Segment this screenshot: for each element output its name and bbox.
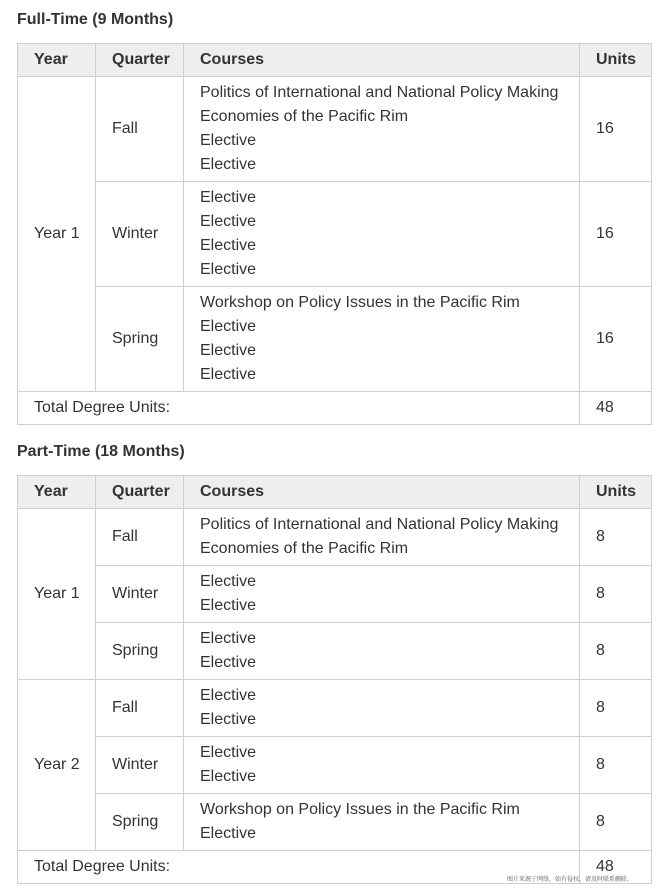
course-item: Elective bbox=[200, 597, 257, 614]
units-cell: 8 bbox=[580, 623, 652, 680]
course-item: Elective bbox=[200, 342, 257, 359]
total-label: Total Degree Units: bbox=[18, 851, 580, 884]
full-time-table bbox=[17, 43, 652, 425]
course-item: Elective bbox=[200, 156, 257, 173]
table-row bbox=[18, 623, 652, 680]
course-item: Workshop on Policy Issues in the Pacific Rim bbox=[200, 294, 520, 311]
header-courses: Courses bbox=[184, 476, 580, 509]
table-row bbox=[18, 182, 652, 287]
table-row bbox=[18, 287, 652, 392]
course-item: Elective bbox=[200, 213, 257, 230]
units-cell: 8 bbox=[580, 566, 652, 623]
units-cell: 8 bbox=[580, 794, 652, 851]
table-row bbox=[18, 680, 652, 737]
course-item: Elective bbox=[200, 261, 257, 278]
total-units: 48 bbox=[580, 392, 652, 425]
quarter-cell: Spring bbox=[96, 794, 184, 851]
header-units: Units bbox=[580, 476, 652, 509]
quarter-cell: Fall bbox=[96, 680, 184, 737]
quarter-cell: Spring bbox=[96, 623, 184, 680]
year-cell: Year 2 bbox=[18, 680, 96, 851]
quarter-cell: Fall bbox=[96, 77, 184, 182]
table-row bbox=[18, 794, 652, 851]
units-cell: 16 bbox=[580, 77, 652, 182]
course-item: Elective bbox=[200, 366, 257, 383]
course-item: Elective bbox=[200, 318, 257, 335]
course-item: Elective bbox=[200, 630, 257, 647]
total-row bbox=[18, 392, 652, 425]
units-cell: 16 bbox=[580, 287, 652, 392]
courses-cell bbox=[184, 680, 580, 737]
course-item: Elective bbox=[200, 687, 257, 704]
course-item: Elective bbox=[200, 132, 257, 149]
courses-cell bbox=[184, 77, 580, 182]
course-item: Elective bbox=[200, 237, 257, 254]
course-item: Politics of International and National Policy Making bbox=[200, 516, 559, 533]
units-cell: 16 bbox=[580, 182, 652, 287]
quarter-cell: Spring bbox=[96, 287, 184, 392]
full-time-title: Full-Time (9 Months) bbox=[17, 11, 174, 28]
header-year: Year bbox=[18, 44, 96, 77]
part-time-table bbox=[17, 475, 652, 884]
courses-cell bbox=[184, 509, 580, 566]
part-time-title: Part-Time (18 Months) bbox=[17, 443, 185, 460]
header-units: Units bbox=[580, 44, 652, 77]
header-year: Year bbox=[18, 476, 96, 509]
total-units: 48 bbox=[580, 851, 652, 884]
total-label: Total Degree Units: bbox=[18, 392, 580, 425]
courses-cell bbox=[184, 566, 580, 623]
header-courses: Courses bbox=[184, 44, 580, 77]
year-cell: Year 1 bbox=[18, 509, 96, 680]
quarter-cell: Winter bbox=[96, 182, 184, 287]
course-item: Workshop on Policy Issues in the Pacific Rim bbox=[200, 801, 520, 818]
units-cell: 8 bbox=[580, 509, 652, 566]
course-item: Elective bbox=[200, 189, 257, 206]
quarter-cell: Winter bbox=[96, 737, 184, 794]
table-row bbox=[18, 509, 652, 566]
course-item: Elective bbox=[200, 654, 257, 671]
course-item: Elective bbox=[200, 573, 257, 590]
table-row bbox=[18, 77, 652, 182]
courses-cell bbox=[184, 623, 580, 680]
watermark: 图片来源于网络，如有侵权，请及时联系删除。 bbox=[506, 877, 633, 883]
header-quarter: Quarter bbox=[96, 476, 184, 509]
units-cell: 8 bbox=[580, 737, 652, 794]
table-header-row bbox=[18, 476, 652, 509]
quarter-cell: Winter bbox=[96, 566, 184, 623]
year-cell: Year 1 bbox=[18, 77, 96, 392]
courses-cell bbox=[184, 182, 580, 287]
course-item: Elective bbox=[200, 825, 257, 842]
courses-cell bbox=[184, 287, 580, 392]
course-item: Elective bbox=[200, 768, 257, 785]
table-row bbox=[18, 566, 652, 623]
course-item: Economies of the Pacific Rim bbox=[200, 540, 409, 557]
course-item: Elective bbox=[200, 711, 257, 728]
table-row bbox=[18, 737, 652, 794]
header-quarter: Quarter bbox=[96, 44, 184, 77]
courses-cell bbox=[184, 737, 580, 794]
units-cell: 8 bbox=[580, 680, 652, 737]
courses-cell bbox=[184, 794, 580, 851]
quarter-cell: Fall bbox=[96, 509, 184, 566]
table-header-row bbox=[18, 44, 652, 77]
course-item: Economies of the Pacific Rim bbox=[200, 108, 409, 125]
course-item: Elective bbox=[200, 744, 257, 761]
course-item: Politics of International and National Policy Making bbox=[200, 84, 559, 101]
